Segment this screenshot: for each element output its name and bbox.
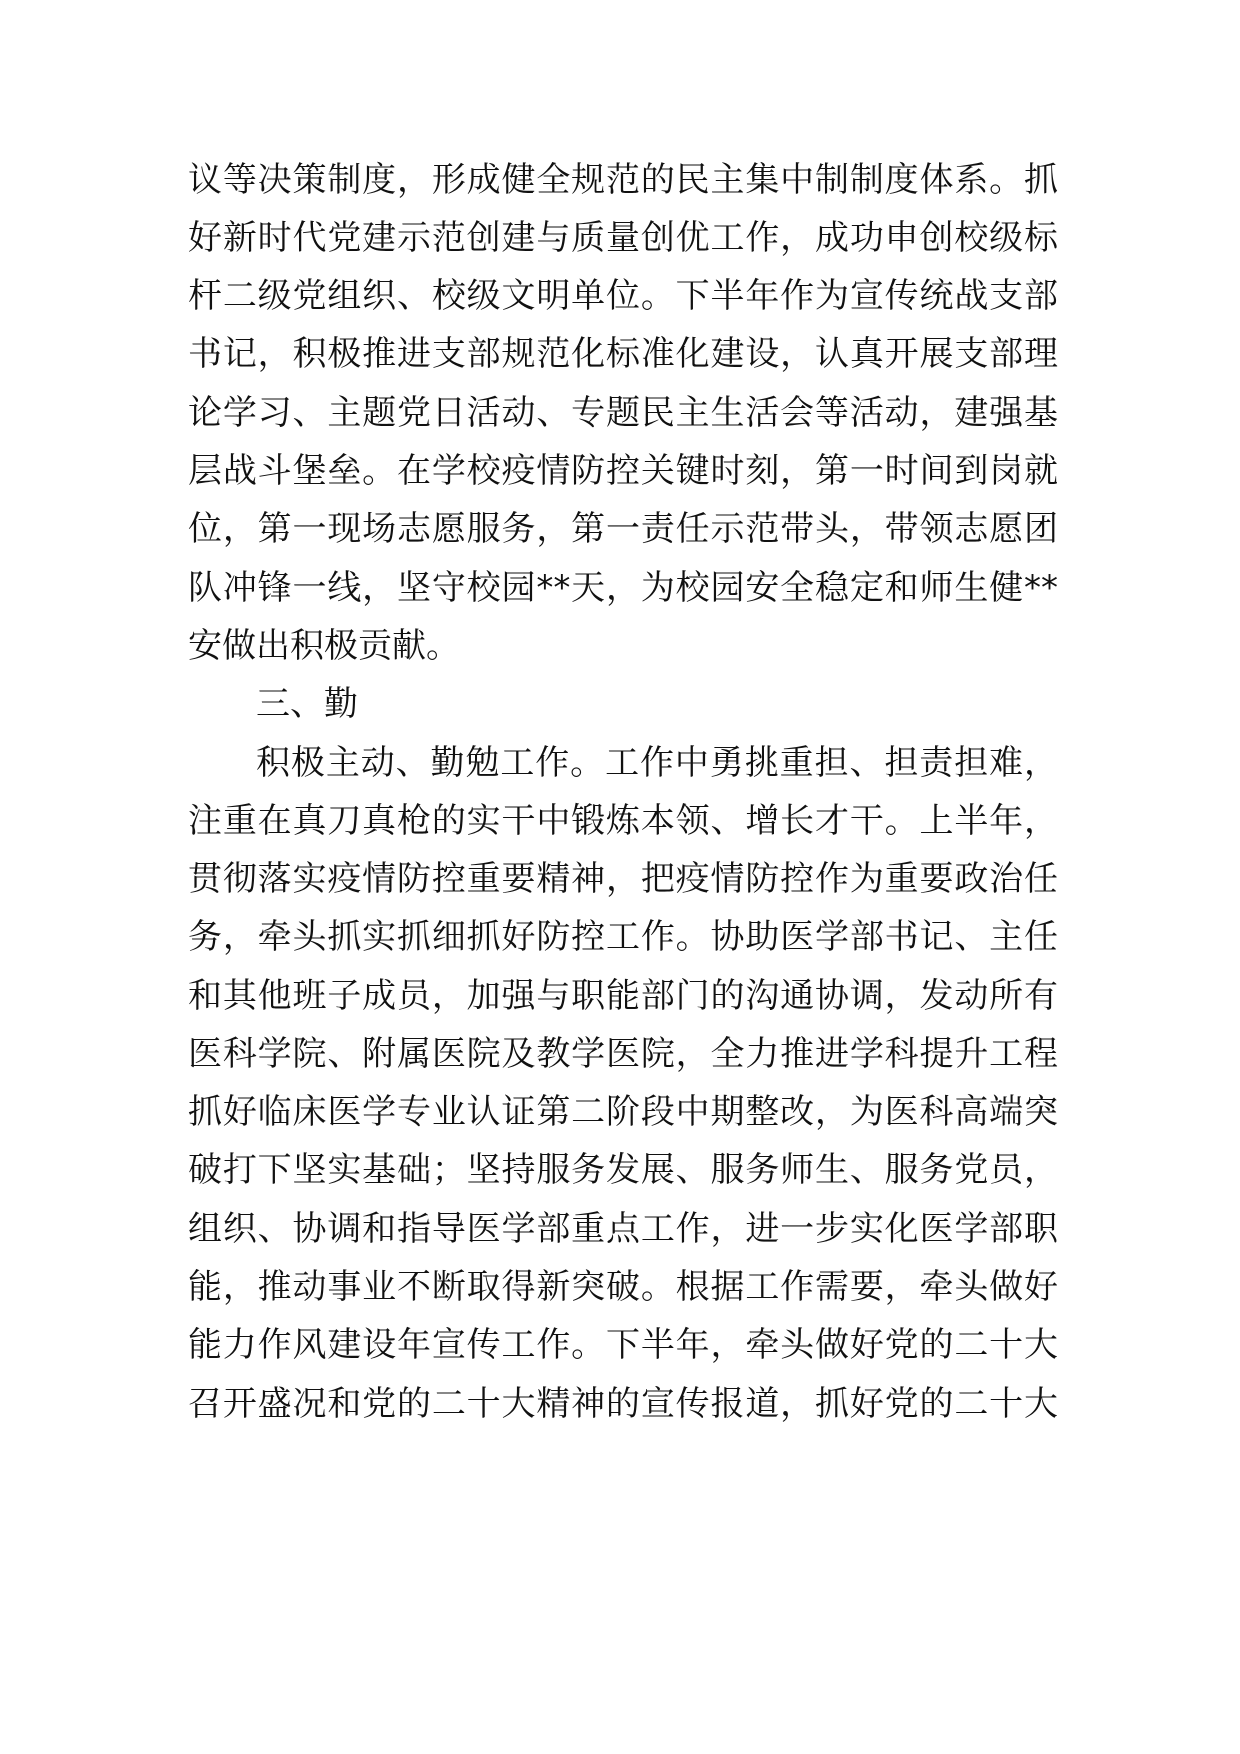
- text-line: 破打下坚实基础；坚持服务发展、服务师生、服务党员，: [188, 1150, 1058, 1190]
- section-heading: 三、勤: [256, 684, 358, 724]
- text-line: 书记，积极推进支部规范化标准化建设，认真开展支部理: [188, 334, 1058, 374]
- text-line: 论学习、主题党日活动、专题民主生活会等活动，建强基: [188, 393, 1058, 433]
- text-line: 积极主动、勤勉工作。工作中勇挑重担、担责担难，: [256, 743, 1058, 783]
- text-line: 层战斗堡垒。在学校疫情防控关键时刻，第一时间到岗就: [188, 451, 1058, 491]
- text-line: 队冲锋一线，坚守校园**天，为校园安全稳定和师生健**: [188, 568, 1058, 608]
- text-line: 务，牵头抓实抓细抓好防控工作。协助医学部书记、主任: [188, 917, 1058, 957]
- text-line: 召开盛况和党的二十大精神的宣传报道，抓好党的二十大: [188, 1384, 1058, 1424]
- text-line: 能，推动事业不断取得新突破。根据工作需要，牵头做好: [188, 1267, 1058, 1307]
- text-line: 医科学院、附属医院及教学医院，全力推进学科提升工程: [188, 1034, 1058, 1074]
- text-line: 抓好临床医学专业认证第二阶段中期整改，为医科高端突: [188, 1092, 1058, 1132]
- text-line: 议等决策制度，形成健全规范的民主集中制制度体系。抓: [188, 160, 1058, 200]
- text-line: 和其他班子成员，加强与职能部门的沟通协调，发动所有: [188, 976, 1058, 1016]
- text-line: 安做出积极贡献。: [188, 626, 460, 666]
- text-line: 杆二级党组织、校级文明单位。下半年作为宣传统战支部: [188, 276, 1058, 316]
- text-line: 位，第一现场志愿服务，第一责任示范带头，带领志愿团: [188, 509, 1058, 549]
- text-line: 注重在真刀真枪的实干中锻炼本领、增长才干。上半年，: [188, 801, 1058, 841]
- text-line: 好新时代党建示范创建与质量创优工作，成功申创校级标: [188, 218, 1058, 258]
- text-line: 贯彻落实疫情防控重要精神，把疫情防控作为重要政治任: [188, 859, 1058, 899]
- text-line: 组织、协调和指导医学部重点工作，进一步实化医学部职: [188, 1209, 1058, 1249]
- text-line: 能力作风建设年宣传工作。下半年，牵头做好党的二十大: [188, 1325, 1058, 1365]
